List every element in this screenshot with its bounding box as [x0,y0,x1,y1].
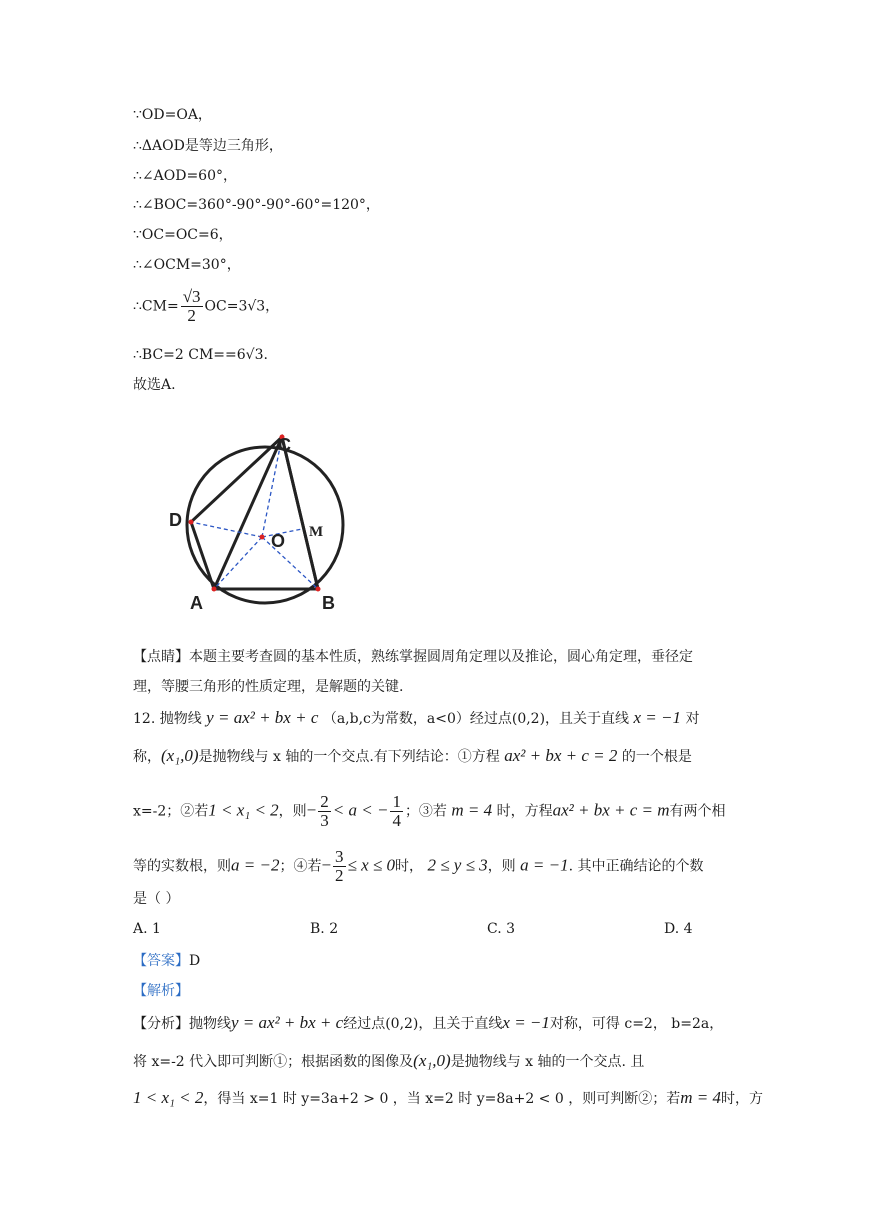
answer-value: D [189,953,201,969]
fraction [333,848,346,885]
fraction-numerator: √3 [182,287,201,306]
question-text: 时， [395,858,424,875]
m-value: m = 4 [680,1088,721,1107]
fraction-numerator: 1 [392,792,401,811]
condition-x1: 1 < x₁ < 2 [133,1088,204,1107]
question-text: 时，方程 [496,803,553,820]
question-text: （a,b,c为常数，a<0）经过点(0,2)，且关于直线 [322,711,630,727]
analysis-text: 对称，可得 c=2， b=2a， [549,1016,724,1032]
answer-line [133,951,200,971]
option-a[interactable]: A. 1 [133,921,161,937]
question-line-3: x=-2；②若1 < x₁ < 2，则− $\frac{2}{3}$ < a < − $\frac{1}{4}$ ；③若 m = 4 时，方程ax² + bx + c = m有两个相 [133,792,726,830]
question-line-4: 等的实数根，则a = −2；④若− $\frac{3}{2}$ ≤ x ≤ 0时， 2 ≤ y ≤ 3，则 a = −1. 其中正确结论的个数 [133,847,704,885]
question-text: 称， [133,749,161,765]
question-text: 等的实数根，则 [133,858,231,875]
chord-cb [282,437,318,589]
fraction-denominator: 4 [392,811,401,830]
analysis-text: 经过点(0,2)，且关于直线 [343,1016,503,1032]
question-line-1 [133,708,699,729]
option-b[interactable]: B. 2 [310,921,339,937]
analysis-label: 【解析】 [133,983,189,999]
question-text: 对 [685,711,700,727]
question-line-5: 是（ ） [133,891,180,907]
proof-line-6: ∴∠OCM=30°， [133,257,241,273]
analysis-text: 时，方 [720,1091,763,1107]
equation-1: ax² + bx + c = 2 [504,746,618,765]
option-d[interactable]: D. 4 [664,921,693,937]
analysis-text: 将 x=-2 代入即可判断①；根据函数的图像及 [133,1054,414,1070]
label-o: O [271,531,286,551]
circle-figure [160,425,360,625]
label-b: B [322,593,335,613]
a-value: a = −2 [231,855,280,875]
proof-line-7-post: OC=3√3， [204,298,280,315]
inequality: ≤ x ≤ 0 [347,855,396,875]
analysis-text: 【分析】抛物线 [133,1016,231,1032]
proof-line-4: ∴∠BOC=360°-90°-90°-60°=120°， [133,197,380,213]
answer-label: 【答案】 [133,953,189,969]
parabola-equation: y = ax² + bx + c [231,1013,344,1032]
analysis-line-1 [133,1013,723,1034]
analysis-text: ，得当 x=1 时 y=3a+2 > 0 ，当 x=2 时 y=8a+2 < 0 ，则可判断②；若 [203,1091,681,1107]
proof-line-3: ∴∠AOD=60°， [133,168,237,184]
equation-2: ax² + bx + c = m [552,800,670,820]
proof-line-2: ∴ΔAOD是等边三角形， [133,138,283,154]
y-range: 2 ≤ y ≤ 3 [427,855,488,875]
fraction-denominator: 3 [320,811,329,830]
question-text: x=-2；②若 [133,803,209,820]
intercept-point: (x₁,0) [161,746,199,765]
proof-line-5: ∵OC=OC=6， [133,227,233,243]
a-value: a = −1 [520,855,569,875]
analysis-line-3 [133,1088,763,1109]
intercept-point: (x₁,0) [413,1051,451,1070]
proof-line-9: 故选A. [133,377,176,393]
fraction-denominator: 2 [335,866,344,885]
question-line-2 [133,746,692,767]
label-m: M [309,524,324,540]
question-text: 是抛物线与 x 轴的一个交点.有下列结论：①方程 [198,749,500,765]
proof-fraction [181,288,203,325]
label-d: D [169,510,182,530]
label-c: C [278,435,291,455]
question-text: ，则 [278,803,307,820]
question-text: 的一个根是 [621,749,692,765]
parabola-equation: y = ax² + bx + c [206,708,319,727]
fraction [390,793,403,830]
question-text: ；③若 [404,803,447,820]
axis-equation: x = −1 [633,708,682,727]
label-a: A [190,593,203,613]
option-c[interactable]: C. 3 [487,921,516,937]
analysis-line-2 [133,1051,644,1072]
comment-line-1: 【点睛】本题主要考查圆的基本性质，熟练掌握圆周角定理以及推论，圆心角定理，垂径定 [133,649,693,665]
analysis-text: 是抛物线与 x 轴的一个交点. 且 [450,1054,645,1070]
fraction-numerator: 2 [320,792,329,811]
condition-x1: 1 < x₁ < 2 [208,800,279,820]
proof-line-1: ∵OD=OA， [133,107,212,123]
question-number: 12. 抛物线 [133,711,202,727]
comment-line-2: 理，等腰三角形的性质定理，是解题的关键. [133,679,404,695]
fraction-denominator: 2 [187,306,196,325]
question-text: . 其中正确结论的个数 [568,858,704,875]
question-text: ；④若 [279,858,322,875]
m-value: m = 4 [451,800,493,820]
inequality: < a < − [332,800,389,820]
proof-line-8: ∴BC=2 CM==6√3. [133,347,268,363]
axis-equation: x = −1 [502,1013,550,1032]
question-text: ，则 [487,858,516,875]
proof-line-7 [133,288,279,325]
fraction-numerator: 3 [335,847,344,866]
proof-line-7-pre: ∴CM= [133,298,179,315]
fraction [318,793,331,830]
question-text: 有两个相 [669,803,726,820]
